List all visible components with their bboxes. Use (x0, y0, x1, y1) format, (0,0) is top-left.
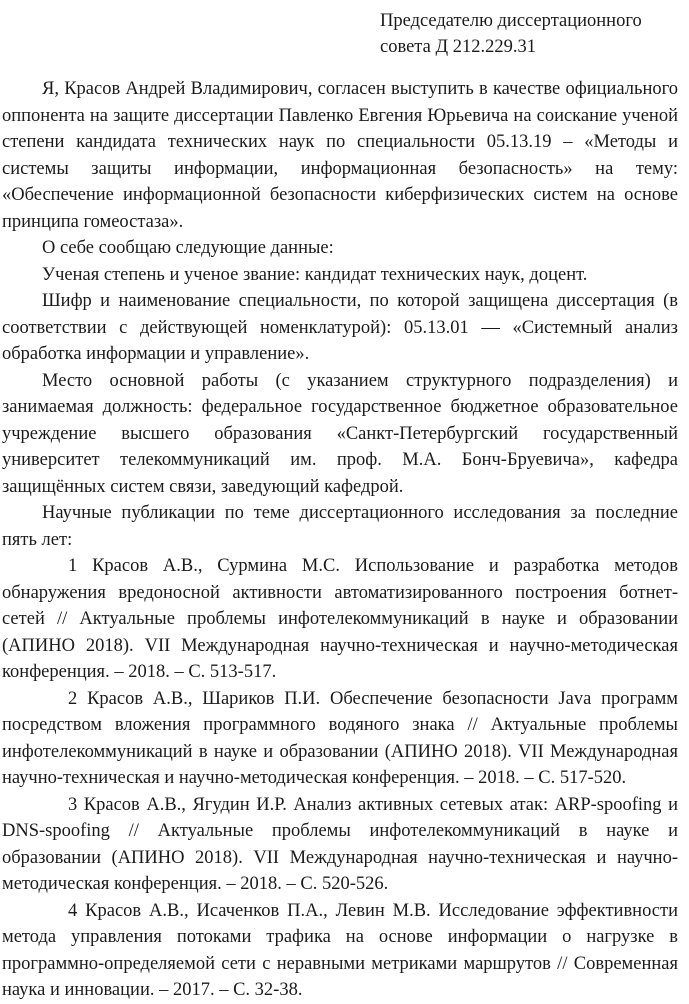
publication-item: 4 Красов А.В., Исаченков П.А., Левин М.В. Исследование эффективности метода управления потоками трафика на основе информации о нагрузке в программно-определяемой сети с неравными метриками маршрутов // Современная наука и инновации. – 2017. – С. 32-38. (2, 900, 678, 1000)
addressee-block (380, 8, 642, 60)
consent-paragraph: Я, Красов Андрей Владимирович, согласен выступить в качестве официального оппонента на защите диссертации Павленко Евгения Юрьевича на соискание ученой степени кандидата технических наук по специальности 05.13.19 – «Методы и системы защиты информации, информационная безопасность» на тему: «Обеспечение информационной безопасности киберфизических систем на основе принципа гомеостаза». (2, 79, 678, 232)
document-body (2, 76, 678, 1004)
specialty-paragraph: Шифр и наименование специальности, по которой защищена диссертация (в соответствии с действующей номенклатурой): 05.13.01 — «Системный анализ обработка информации и управление». (2, 291, 678, 364)
intro-line: О себе сообщаю следующие данные: (42, 238, 334, 258)
workplace-paragraph: Место основной работы (с указанием структурного подразделения) и занимаемая должность: федеральное государственное бюджетное образовательное учреждение высшего образования «Санкт-Петербургский государственный университет телекоммуникаций им. проф. М.А. Бонч-Бруевича», кафедра защищённых систем связи, заведующий кафедрой. (2, 370, 678, 497)
degree-line: Ученая степень и ученое звание: кандидат технических наук, доцент. (42, 264, 588, 285)
publications-heading: Научные публикации по теме диссертационного исследования за последние пять лет: (2, 503, 678, 550)
addressee-line-2: совета Д 212.229.31 (380, 37, 536, 57)
publication-item: 1 Красов А.В., Сурмина М.С. Использование и разработка методов обнаружения вредоносной активности автоматизированного построения ботнет-сетей // Актуальные проблемы инфотелекоммуникаций в науке и образовании (АПИНО 2018). VII Международная научно-техническая и научно-методическая конференция. – 2018. – С. 513-517. (2, 556, 678, 682)
addressee-line-1: Председателю диссертационного (380, 11, 642, 31)
publication-item: 2 Красов А.В., Шариков П.И. Обеспечение безопасности Java программ посредством вложения программного водяного знака // Актуальные проблемы инфотелекоммуникаций в науке и образовании (АПИНО 2018). VII Международная научно-техническая и научно-методическая конференция. – 2018. – С. 517-520. (2, 688, 678, 788)
publication-item: 3 Красов А.В., Ягудин И.Р. Анализ активных сетевых атак: ARP-spoofing и DNS-spoofing // Актуальные проблемы инфотелекоммуникаций в науке и образовании (АПИНО 2018). VII Международная научно-техническая и научно-методическая конференция. – 2018. – С. 520-526. (2, 794, 678, 894)
